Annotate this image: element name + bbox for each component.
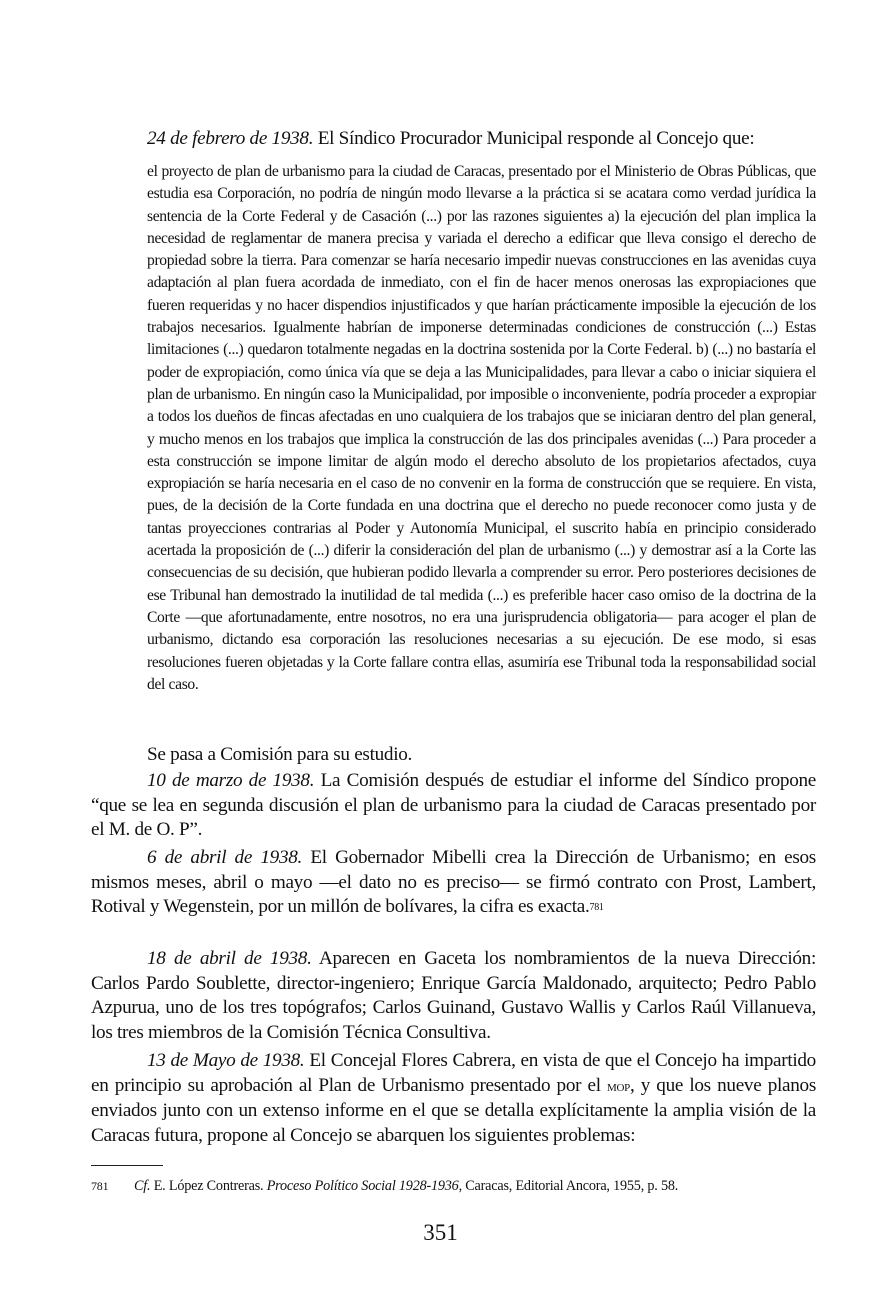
paragraph-text: El Gobernador Mibelli crea la Dirección de Urbanismo; en esos mismos meses, abril o mayo —el dato no es preciso— se firmó contrato con Prost, Lambert, Rotival y Wegenstein, por un millón de bolívares, la cifra es exacta. (91, 847, 816, 917)
footnote-title: Proceso Político Social 1928-1936 (266, 1178, 459, 1194)
footnote-author: E. López Contreras. (150, 1178, 267, 1194)
footnote-prefix: Cf. (134, 1178, 151, 1194)
lead-paragraph (147, 126, 817, 151)
body-paragraph (91, 947, 816, 1045)
footnote-rest: , Caracas, Editorial Ancora, 1955, p. 58. (458, 1178, 679, 1194)
footnote-number: 781 (91, 1179, 109, 1193)
paragraph-text: La Comisión después de estudiar el informe del Síndico propone “que se lea en segunda discusión el plan de urbanismo para la ciudad de Caracas presentado por el M. de O. P”. (91, 770, 816, 840)
page-number: 351 (423, 1220, 458, 1245)
body-paragraph (91, 769, 816, 843)
entry-date: 10 de marzo de 1938. (147, 770, 315, 791)
footnote-divider (91, 1165, 163, 1166)
paragraph-text: Aparecen en Gaceta los nombramientos de la nueva Dirección: Carlos Pardo Soublette, director-ingeniero; Enrique García Maldonado, arquitecto; Pedro Pablo Azpurua, uno de los tres topógrafos; Carlos Guinand, Gustavo Wallis y Carlos Raúl Villanueva, los tres miembros de la Comisión Técnica Consultiva. (91, 948, 816, 1043)
body-paragraph (91, 1049, 816, 1148)
block-quote: el proyecto de plan de urbanismo para la ciudad de Caracas, presentado por el Ministerio de Obras Públicas, que estudia esa Corporación, no podría de ningún modo llevarse a la práctica si se acatara como verdad jurídica la sentencia de la Corte Federal y de Casación (...) por las razones siguientes a) la ejecución del plan implica la necesidad de reglamentar de manera precisa y variada el derecho a edificar que lleva consigo el derecho de propiedad sobre la tierra. Para comenzar se haría necesario impedir nuevas construcciones en las avenidas cuya adaptación al plan fuera acordada de inmediato, con el fin de hacer menos onerosas las expropiaciones que fueren requeridas y no hacer dispendios injustificados y que harían prácticamente imposible la ejecución de los trabajos necesarios. Igualmente habrían de imponerse determinadas condiciones de construcción (...) Estas limitaciones (...) quedaron totalmente negadas en la doctrina sostenida por la Corte Federal. b) (...) no bastaría el poder de expropiación, como única vía que se deja a las Municipalidades, para llevar a cabo o iniciar siquiera el plan de urbanismo. En ningún caso la Municipalidad, por imposible o inconveniente, podría proceder a expropiar a todos los dueños de fincas afectadas en uno cualquiera de los trabajos que se iniciaran dentro del plan general, y mucho menos en los trabajos que implica la construcción de las dos principales avenidas (...) Para proceder a esta construcción se impone limitar de algún modo el derecho absoluto de los propietarios afectados, cuya expropiación se haría necesaria en el caso de no convenir en la forma de construcción que se requiere. En vista, pues, de la decisión de la Corte fundada en una doctrina que el derecho no puede reconocer como justa y de tantas proyecciones contrarias al Poder y Autonomía Municipal, el suscrito había en principio considerado acertada la proposición de (...) diferir la consideración del plan de urbanismo (...) y demostrar así a la Corte las consecuencias de su decisión, que hubieran podido llevarla a comprender su error. Pero posteriores decisiones de ese Tribunal han demostrado la inutilidad de tal medida (...) es preferible hacer caso omiso de la doctrina de la Corte —que afortunadamente, entre nosotros, no era una jurisprudencia obligatoria— para acoger el plan de urbanismo, dictando esa corporación las resoluciones necesarias a su ejecución. De ese modo, si esas resoluciones fueren objetadas y la Corte fallare contra ellas, asumiría ese Tribunal toda la responsabilidad social del caso. (147, 163, 816, 693)
entry-date: 6 de abril de 1938. (147, 847, 303, 868)
footnote-reference[interactable]: 781 (589, 902, 604, 913)
paragraph-text: Se pasa a Comisión para su estudio. (147, 744, 413, 765)
entry-date: 24 de febrero de 1938. (147, 128, 314, 149)
footnote (91, 1177, 816, 1195)
lead-text: El Síndico Procurador Municipal responde al Concejo que: (313, 128, 755, 149)
paragraph-text: , y que los nueve planos enviados junto con un extenso informe en el que se detalla explícitamente la amplia visión de la Caracas futura, propone al Concejo se abarquen los siguientes problemas: (91, 1074, 816, 1146)
entry-date: 13 de Mayo de 1938. (147, 1050, 305, 1071)
abbreviation-mop: mop (607, 1078, 630, 1095)
body-paragraph (91, 846, 816, 920)
entry-date: 18 de abril de 1938. (147, 948, 312, 969)
body-paragraph (91, 743, 816, 768)
paragraph-text: El Concejal Flores Cabrera, en vista de que el Concejo ha impartido en principio su aprobación al Plan de Urbanismo presentado por el (91, 1050, 816, 1096)
